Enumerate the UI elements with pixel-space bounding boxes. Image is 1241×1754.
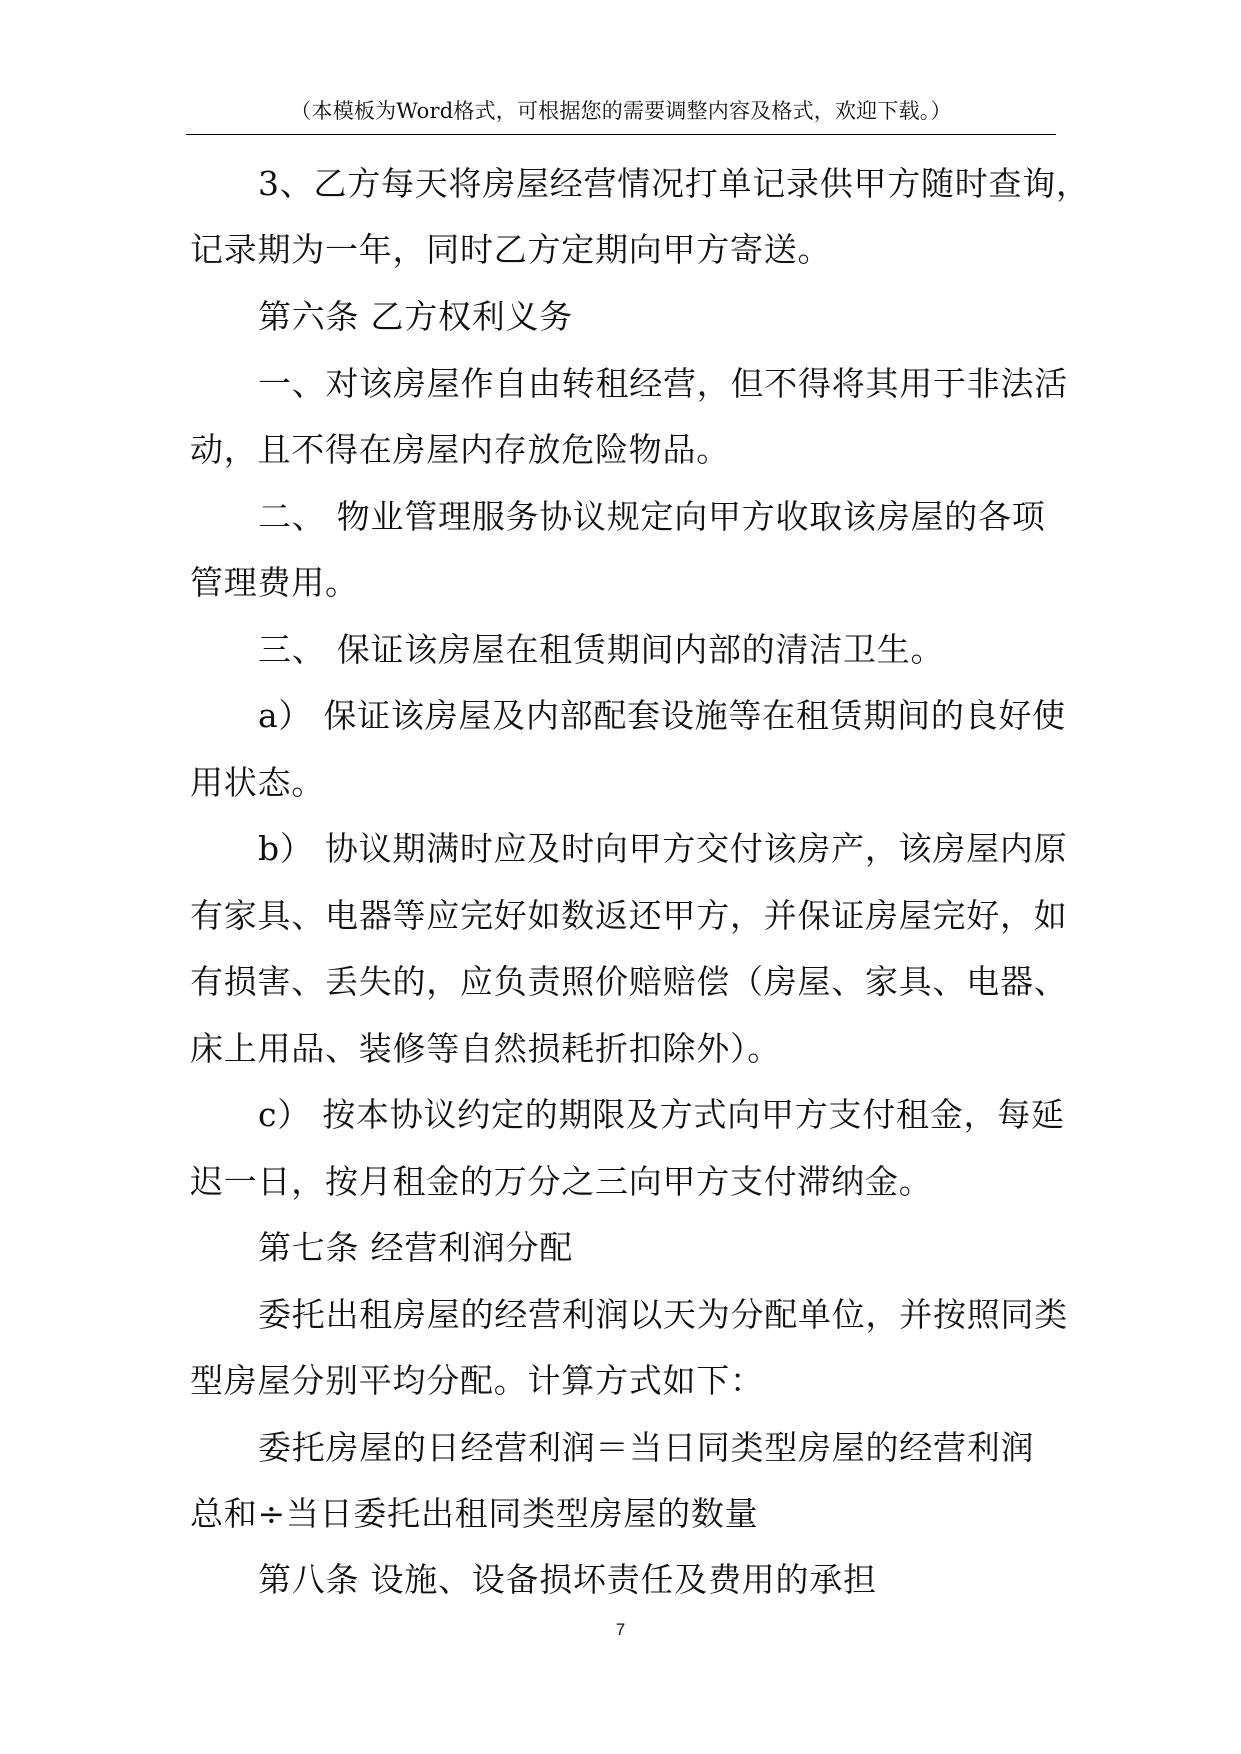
header-note: （本模板为Word格式，可根据您的需要调整内容及格式，欢迎下载。） (290, 99, 952, 123)
section-heading: 第六条 乙方权利义务 (258, 297, 573, 336)
paragraph-line: 迟一日，按月租金的万分之三向甲方支付滞纳金。 (190, 1162, 933, 1201)
paragraph-line: 型房屋分别平均分配。计算方式如下： (190, 1361, 764, 1400)
paragraph-line: 有家具、电器等应完好如数返还甲方，并保证房屋完好，如 (190, 896, 1068, 935)
formula-line: 委托房屋的日经营利润＝当日同类型房屋的经营利润 (258, 1428, 1035, 1467)
paragraph-line: 动，且不得在房屋内存放危险物品。 (190, 430, 730, 469)
section-heading: 第八条 设施、设备损坏责任及费用的承担 (258, 1560, 877, 1599)
page-header (186, 96, 1056, 135)
paragraph-line: 一、对该房屋作自由转租经营，但不得将其用于非法活 (258, 364, 1068, 403)
page-number: 7 (615, 1620, 626, 1639)
paragraph-line: 三、 保证该房屋在租赁期间内部的清洁卫生。 (258, 630, 945, 669)
paragraph-line: a） 保证该房屋及内部配套设施等在租赁期间的良好使 (258, 696, 1066, 735)
section-heading: 第七条 经营利润分配 (258, 1228, 573, 1267)
formula-line: 总和÷当日委托出租同类型房屋的数量 (190, 1494, 759, 1533)
paragraph-line: 用状态。 (190, 763, 325, 802)
paragraph-line: 委托出租房屋的经营利润以天为分配单位，并按照同类 (258, 1295, 1068, 1334)
paragraph-line: 二、 物业管理服务协议规定向甲方收取该房屋的各项 (258, 497, 1046, 536)
paragraph-line: 3、乙方每天将房屋经营情况打单记录供甲方随时查询， (258, 164, 1090, 203)
paragraph-line: c） 按本协议约定的期限及方式向甲方支付租金，每延 (258, 1095, 1065, 1134)
paragraph-line: 有损害、丢失的，应负责照价赔赔偿（房屋、家具、电器、 (190, 962, 1068, 1001)
paragraph-line: b） 协议期满时应及时向甲方交付该房产，该房屋内原 (258, 829, 1068, 868)
paragraph-line: 床上用品、装修等自然损耗折扣除外）。 (190, 1029, 781, 1068)
paragraph-line: 记录期为一年，同时乙方定期向甲方寄送。 (190, 230, 832, 269)
paragraph-line: 管理费用。 (190, 563, 359, 602)
